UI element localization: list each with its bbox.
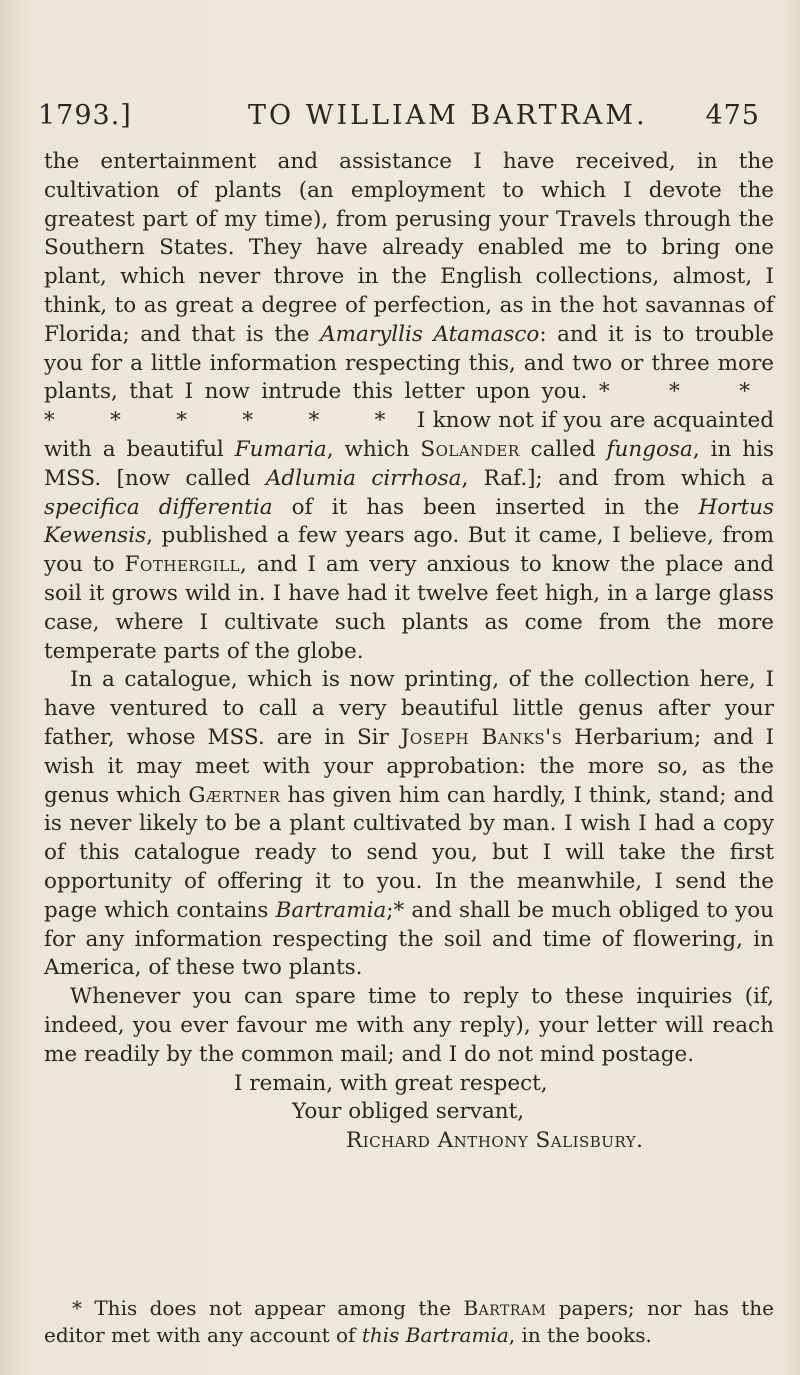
closing-line-2: Your obliged servant, (292, 1099, 525, 1125)
ellipsis-stars: * * * * * * * * * (44, 379, 774, 434)
header-title: TO WILLIAM BARTRAM. (248, 100, 648, 131)
closing-line-1: I remain, with great respect, (234, 1070, 548, 1096)
paragraph-2: In a catalogue, which is now printing, of the collection here, I have ventured to call a very beautiful little genus after your father, whose MSS. are in Sir Joseph Banks's Herbarium; and I wish it may meet with your approbation: the more so, as the genus which Gærtner has given him can hardly, I think, stand; and is never likely to be a plant cultivated by man. I wish I had a copy of this catalogue ready to send you, but I will take the first opportunity of offering it to you. In the meanwhile, I send the page which contains Bartramia;* and shall be much obliged to you for any information respecting the soil and time of flowering, in America, of these two plants. (44, 667, 775, 981)
paragraph-1: the entertainment and assistance I have received, in the cultivation of plants (an employment to which I devote the greatest part of my time), from perusing your Travels through the Southern States. They have already enabled me to bring one plant, which never throve in the English collections, almost, I think, to as great a degree of perfection, as in the hot savannas of Florida; and that is the Amaryllis Atamasco: and it is to trouble you for a little information respecting this, and two or three more plants, that I now intrude this letter upon you. * * * * * * * * * I know not if you are acquainted with a beautiful Fumaria, which Solander called fungosa, in his MSS. [now called Adlumia cirrhosa, Raf.]; and from which a specifica differentia of it has been inserted in the Hortus Kewensis, published a few years ago. But it came, I believe, from you to Fothergill, and I am very anxious to know the place and soil it grows wild in. I have had it twelve feet high, in a large glass case, where I cultivate such plants as come from the more temperate parts of the globe. (44, 149, 775, 664)
footnote: * This does not appear among the Bartram papers; nor has the editor met with any account of this Bartramia, in the books. (44, 1296, 774, 1347)
running-header (38, 100, 760, 140)
signature: Richard Anthony Salisbury. (346, 1128, 644, 1154)
header-year: 1793.] (38, 100, 132, 131)
letter-body (44, 148, 774, 1156)
paragraph-3: Whenever you can spare time to reply to these inquiries (if, indeed, you ever favour me with any reply), your letter will reach me readily by the common mail; and I do not mind postage. (44, 984, 774, 1067)
page-number: 475 (705, 100, 760, 131)
